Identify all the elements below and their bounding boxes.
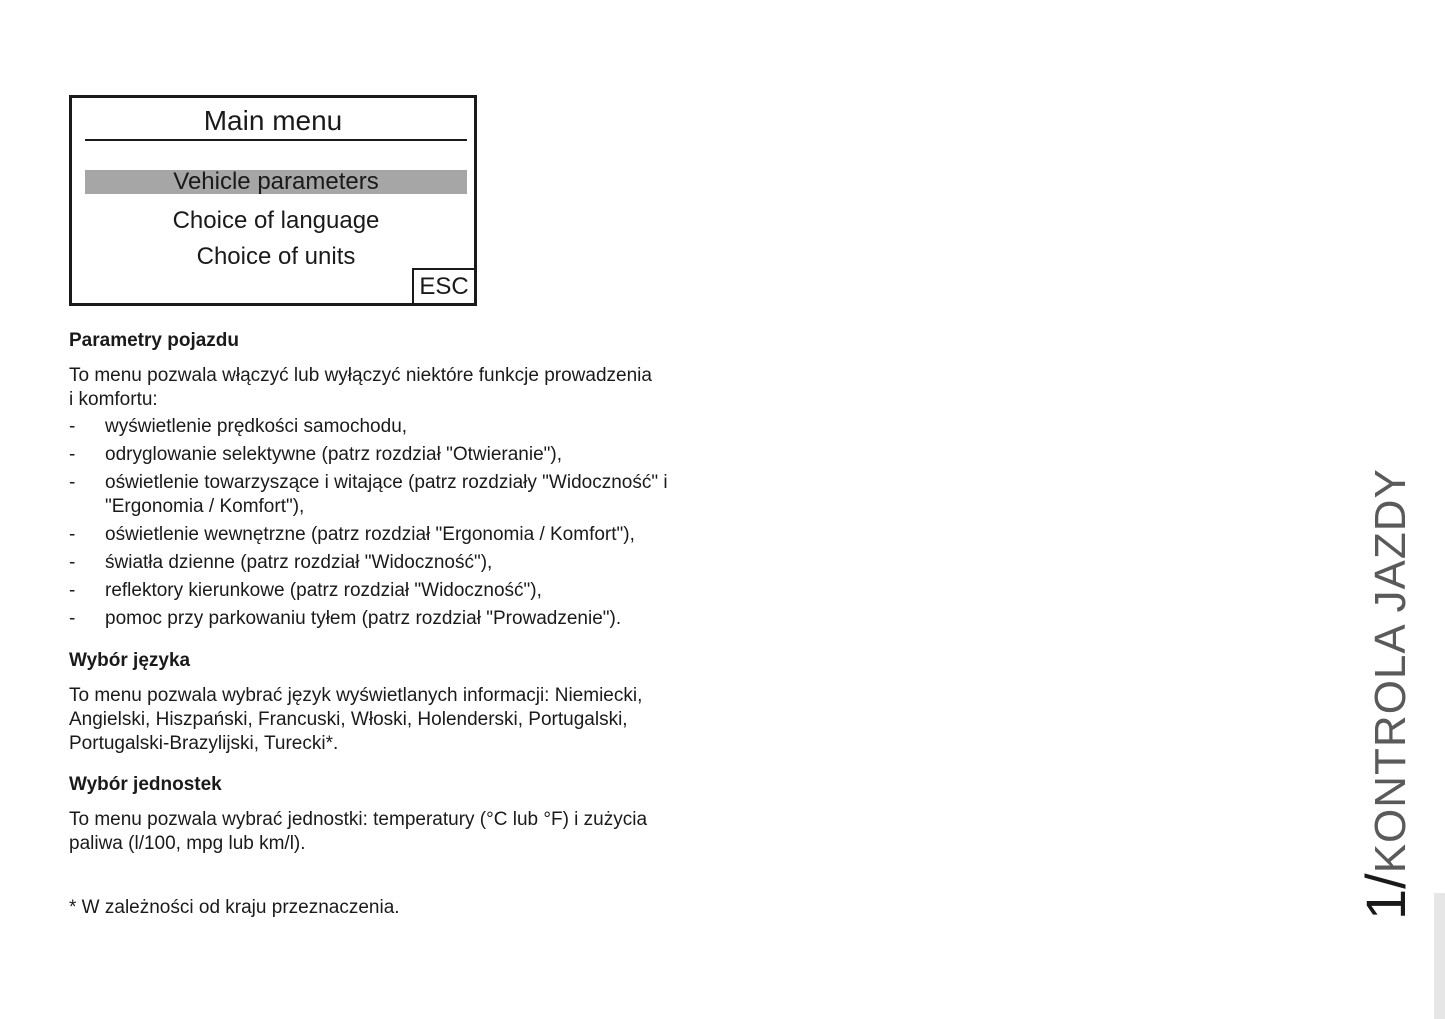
menu-item-choice-of-language[interactable]: Choice of language (172, 207, 380, 234)
chapter-side-label (1346, 468, 1426, 920)
screen-title: Main menu (203, 105, 343, 136)
menu-item-vehicle-parameters[interactable]: Vehicle parameters (85, 170, 467, 194)
units-line2: paliwa (l/100, mpg lub km/l). (69, 833, 306, 854)
vehicle-function-list (69, 415, 689, 631)
heading-language-choice: Wybór języka (69, 650, 191, 671)
vehicle-intro-line2: i komfortu: (69, 389, 158, 410)
language-line1: To menu pozwala wybrać język wyświetlanych informacji: Niemiecki, (69, 685, 643, 706)
vehicle-intro-line1: To menu pozwala włączyć lub wyłączyć niektóre funkcje prowadzenia (69, 365, 652, 386)
list-item: - wyświetlenie prędkości samochodu, (69, 416, 408, 437)
list-item: - pomoc przy parkowaniu tyłem (patrz rozdział "Prowadzenie"). (69, 608, 622, 629)
footnote: * W zależności od kraju przeznaczenia. (69, 897, 400, 918)
heading-vehicle-parameters: Parametry pojazdu (69, 330, 239, 351)
list-item: - światła dzienne (patrz rozdział "Widoczność"), (69, 552, 493, 573)
chapter-tab-marker (1434, 893, 1445, 1019)
list-item: - odryglowanie selektywne (patrz rozdział "Otwieranie"), (69, 444, 563, 465)
language-line3: Portugalski-Brazylijski, Turecki*. (69, 733, 339, 754)
manual-content (69, 329, 689, 920)
list-item: - reflektory kierunkowe (patrz rozdział "Widoczność"), (69, 580, 542, 601)
menu-item-choice-of-units[interactable]: Choice of units (196, 243, 356, 270)
units-line1: To menu pozwala wybrać jednostki: temperatury (°C lub °F) i zużycia (69, 809, 648, 830)
screen-title-divider (85, 139, 467, 141)
heading-units-choice: Wybór jednostek (69, 774, 222, 795)
chapter-title: KONTROLA JAZDY (1366, 468, 1415, 874)
list-item: - oświetlenie towarzyszące i witające (patrz rozdziały "Widoczność" i "Ergonomia / Komfort"), (69, 472, 668, 517)
chapter-number: 1/ (1354, 873, 1417, 920)
language-line2: Angielski, Hiszpański, Francuski, Włoski, Holenderski, Portugalski, (69, 709, 628, 730)
main-menu-screen (69, 95, 477, 306)
esc-button[interactable]: ESC (412, 268, 474, 303)
list-item: - oświetlenie wewnętrzne (patrz rozdział "Ergonomia / Komfort"), (69, 524, 635, 545)
